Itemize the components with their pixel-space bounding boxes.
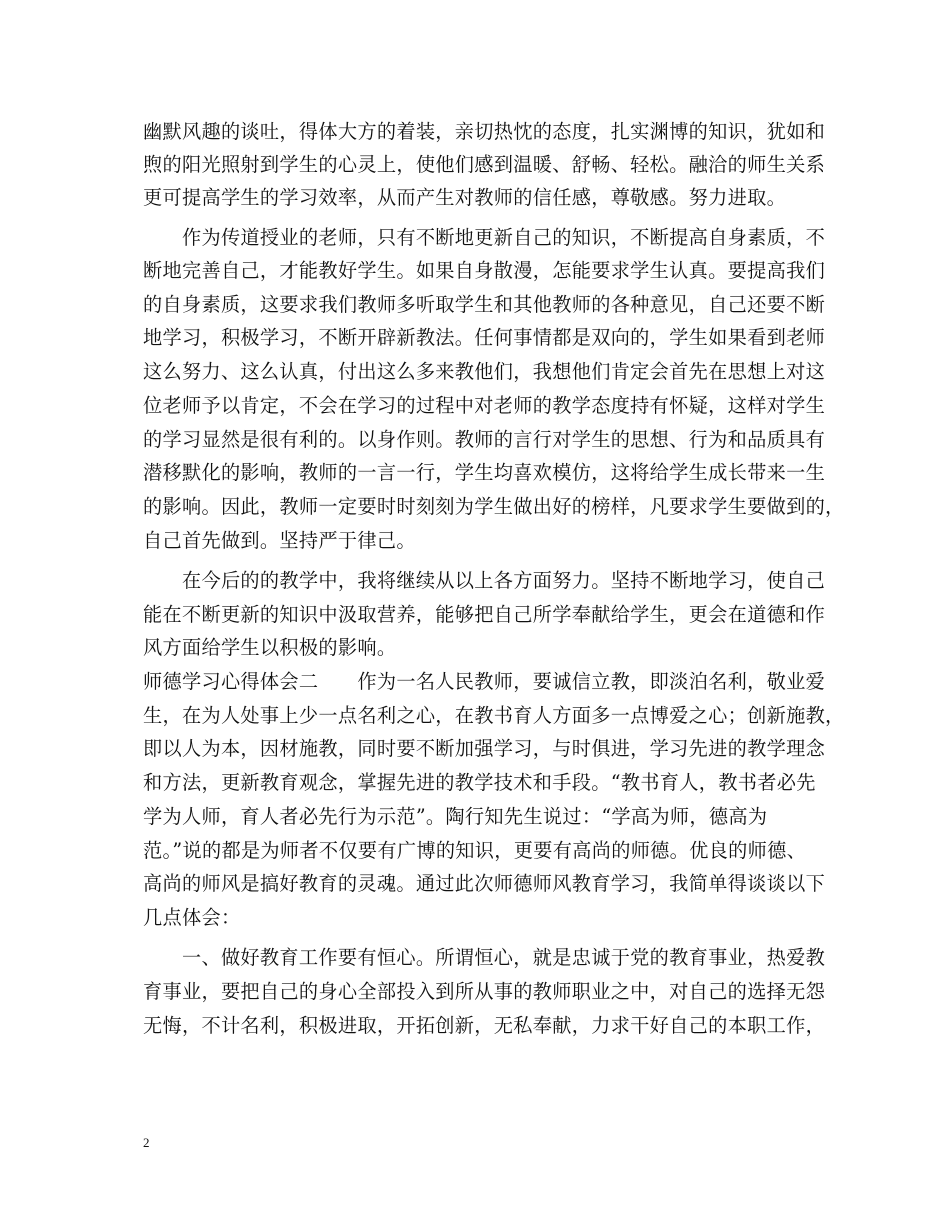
text-line: 幽默风趣的谈吐，得体大方的着装，亲切热忱的态度，扎实渊博的知识，犹如和: [143, 120, 826, 143]
text-line: 断地完善自己，才能教好学生。如果自身散漫，怎能要求学生认真。要提高我们: [143, 259, 826, 282]
text-line: 地学习，积极学习，不断开辟新教法。任何事情都是双向的，学生如果看到老师: [143, 326, 826, 349]
page-number: 2: [143, 1135, 150, 1150]
text-line: 煦的阳光照射到学生的心灵上，使他们感到温暖、舒畅、轻松。融洽的师生关系: [143, 153, 826, 176]
text-line: 无悔，不计名利，积极进取，开拓创新，无私奉献，力求干好自己的本职工作，: [143, 1014, 826, 1037]
text-line: 和方法，更新教育观念，掌握先进的教学技术和手段。“教书育人，教书者必先: [143, 771, 816, 794]
text-line: 更可提高学生的学习效率，从而产生对教师的信任感，尊敬感。努力进取。: [143, 186, 787, 209]
text-line: 潜移默化的影响，教师的一言一行，学生均喜欢模仿，这将给学生成长带来一生: [143, 461, 826, 484]
text-line: 范。”说的都是为师者不仅要有广博的知识，更要有高尚的师德。优良的师德、: [143, 839, 807, 862]
text-line: 的自身素质，这要求我们教师多听取学生和其他教师的各种意见，自己还要不断: [143, 293, 826, 316]
text-line: 的学习显然是很有利的。以身作则。教师的言行对学生的思想、行为和品质具有: [143, 428, 826, 451]
text-line: 位老师予以肯定，不会在学习的过程中对老师的教学态度持有怀疑，这样对学生: [143, 394, 826, 417]
section-heading-line: 师德学习心得体会二 作为一名人民教师，要诚信立教，即淡泊名利，敬业爱: [143, 670, 826, 693]
text-line: 在今后的的教学中，我将继续从以上各方面努力。坚持不断地学习，使自己: [143, 569, 826, 592]
text-line: 风方面给学生以积极的影响。: [143, 636, 397, 659]
text-line: 育事业，要把自己的身心全部投入到所从事的教师职业之中，对自己的选择无怨: [143, 980, 826, 1003]
text-line: 几点体会：: [143, 906, 241, 929]
text-line: 即以人为本，因材施教，同时要不断加强学习，与时俱进，学习先进的教学理念: [143, 737, 826, 760]
text-line: 的影响。因此，教师一定要时时刻刻为学生做出好的榜样，凡要求学生要做到的，: [143, 495, 845, 518]
text-line: 作为传道授业的老师，只有不断地更新自己的知识，不断提高自身素质，不: [143, 226, 826, 249]
text-line: 生，在为人处事上少一点名利之心，在教书育人方面多一点博爱之心；创新施教，: [143, 704, 845, 727]
text-line: 自己首先做到。坚持严于律己。: [143, 529, 416, 552]
text-line: 高尚的师风是搞好教育的灵魂。通过此次师德师风教育学习，我简单得谈谈以下: [143, 872, 826, 895]
text-line: 一、做好教育工作要有恒心。所谓恒心，就是忠诚于党的教育事业，热爱教: [143, 946, 826, 969]
text-line: 能在不断更新的知识中汲取营养，能够把自己所学奉献给学生，更会在道德和作: [143, 603, 826, 626]
text-line: 这么努力、这么认真，付出这么多来教他们，我想他们肯定会首先在思想上对这: [143, 360, 826, 383]
text-line: 学为人师，育人者必先行为示范”。陶行知先生说过：“学高为师，德高为: [143, 805, 768, 828]
